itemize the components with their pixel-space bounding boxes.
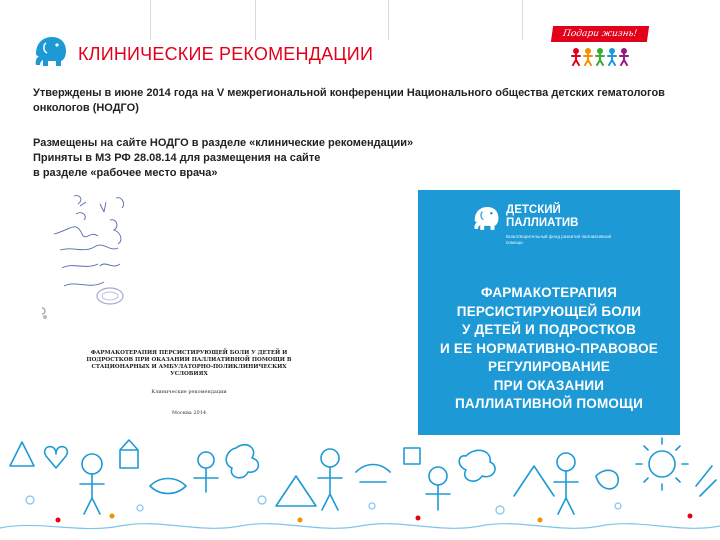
cover-brand-subtitle: Благотворительный фонд развития паллиативной помощи (506, 234, 612, 245)
cover-title-line: И ЕЕ НОРМАТИВНО-ПРАВОВОЕ (440, 340, 658, 356)
approval-text: Утверждены в июне 2014 года на V межрегиональной конференции Национального общества детских гематологов онкологов (НОДГО) (33, 87, 665, 114)
cover-title-line: ФАРМАКОТЕРАПИЯ (480, 285, 618, 300)
brand-logo (548, 26, 658, 70)
placement-text (33, 136, 683, 181)
placement-line: Размещены на сайте НОДГО в разделе «клинические рекомендации» (33, 137, 414, 149)
cover-brand-line: ДЕТСКИЙ (506, 204, 561, 216)
children-doodles (0, 436, 720, 540)
document-title: ФАРМАКОТЕРАПИЯ ПЕРСИСТИРУЮЩЕЙ БОЛИ У ДЕТЕЙ И ПОДРОСТКОВ ПРИ ОКАЗАНИИ ПАЛЛИАТИВНОЙ ПОМОЩИ В СТАЦИОНАРНЫХ И АМБУЛАТОРНО-ПОЛИКЛИНИЧЕСКИХ УСЛОВИЯХ (86, 350, 292, 377)
cover-title-line: ПРИ ОКАЗАНИИ (493, 377, 605, 393)
divider-line (522, 0, 523, 40)
brand-logo-text: Подари жизнь! (551, 26, 649, 42)
divider-line (150, 0, 151, 40)
cover-title-line: ПАЛЛИАТИВНОЙ ПОМОЩИ (455, 396, 643, 411)
elephant-icon (470, 204, 500, 232)
divider-line (255, 0, 256, 40)
document-city-year: Москва 2014 (171, 410, 207, 416)
placement-line: в разделе «рабочее место врача» (33, 167, 218, 179)
children-icon (570, 48, 630, 66)
cover-title (418, 284, 680, 414)
cover-title-line: РЕГУЛИРОВАНИЕ (488, 359, 610, 374)
cover-title-line: У ДЕТЕЙ И ПОДРОСТКОВ (461, 322, 637, 337)
elephant-icon (30, 34, 68, 68)
brochure-cover (418, 190, 680, 435)
divider-line (388, 0, 389, 40)
page-title: КЛИНИЧЕСКИЕ РЕКОМЕНДАЦИИ (78, 44, 374, 64)
placement-line: Приняты в МЗ РФ 28.08.14 для размещения на сайте (33, 152, 321, 164)
document-subtitle: Клинические рекомендации (151, 389, 227, 395)
cover-brand-name (506, 204, 578, 230)
cover-title-line: ПЕРСИСТИРУЮЩЕЙ БОЛИ (456, 303, 642, 319)
scanned-document (40, 190, 312, 436)
cover-brand-line: ПАЛЛИАТИВ (506, 217, 579, 229)
